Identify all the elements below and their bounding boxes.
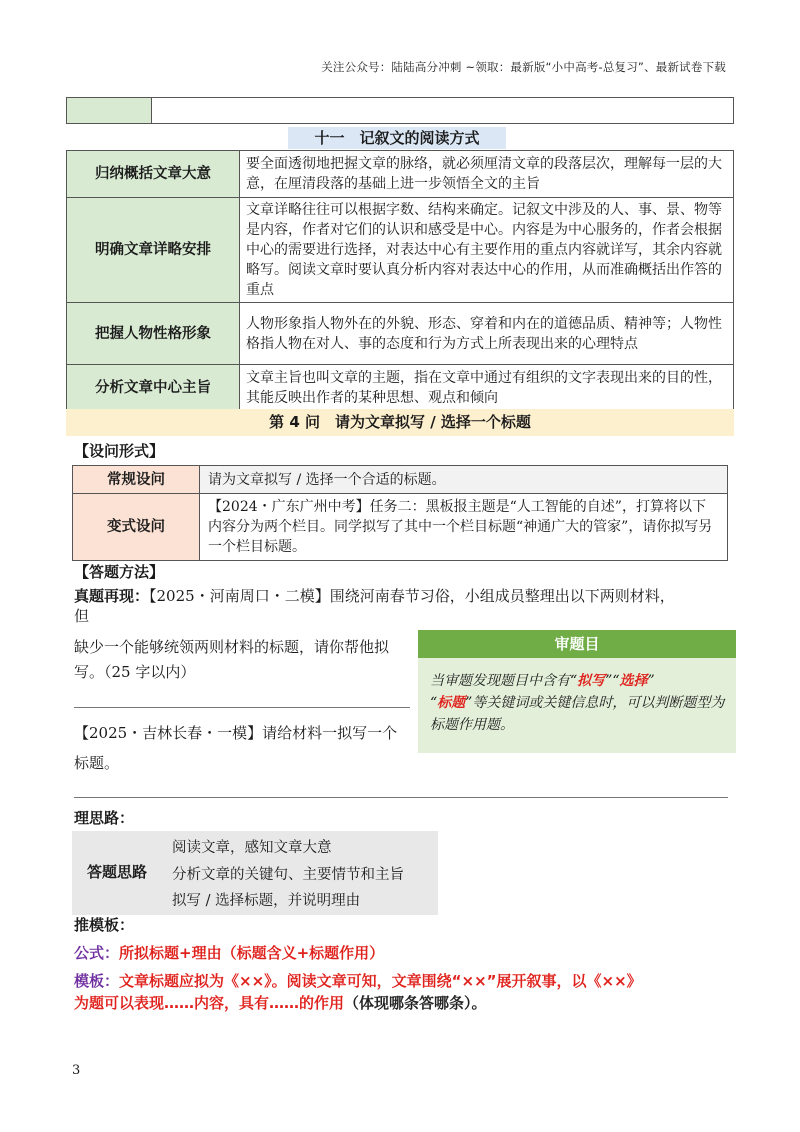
table-row: [67, 365, 734, 411]
question-forms-table: [72, 465, 728, 561]
empty-cell: [152, 98, 733, 123]
table-row: [67, 151, 734, 198]
step-item: 阅读文章，感知文章大意: [172, 840, 332, 856]
method-label: 【答题方法】: [74, 563, 165, 581]
model-line: [74, 970, 734, 991]
table-row: [67, 303, 734, 365]
model-label: 模板：: [74, 972, 120, 990]
formula-line: [74, 942, 384, 963]
keyword: 标题: [437, 695, 466, 711]
model-line-2: [74, 992, 487, 1013]
model-text: 为题可以表现……内容，具有……的作用: [74, 994, 345, 1012]
form-key: 变式设问: [73, 494, 200, 561]
page-header: 关注公众号：陆陆高分冲刺 ~领取：最新版“小中高考-总复习”、最新试卷下载: [321, 60, 726, 74]
think-label: 理思路：: [74, 809, 135, 827]
method-key: 归纳概括文章大意: [67, 151, 240, 198]
table-row: [67, 198, 734, 303]
real-text: 写。（25 字以内）: [74, 663, 196, 681]
form-label: 【设问形式】: [74, 442, 165, 460]
steps-label: 答题思路: [87, 863, 148, 881]
real-text: 标题。: [74, 754, 120, 772]
review-box: [418, 630, 736, 753]
empty-cell: [67, 98, 152, 123]
review-box-body: [418, 658, 736, 736]
review-box-title: 审题目: [418, 630, 736, 658]
real-label: 真题再现：: [74, 587, 150, 605]
keyword: 拟写: [577, 673, 606, 689]
real-text: 【2025・河南周口・二模】围绕河南春节习俗，小组成员整理出以下两则材料，: [149, 587, 675, 605]
review-text: ”等关键词或关键信息时，可以判断题型为标题作用题。: [430, 695, 725, 733]
method-key: 把握人物性格形象: [67, 303, 240, 365]
empty-table-row: [66, 97, 734, 124]
step-item: 拟写 / 选择标题，并说明理由: [172, 893, 361, 909]
answer-line: [74, 797, 728, 798]
real-question-line: [74, 585, 675, 607]
section-title: 十一 记叙文的阅读方式: [288, 127, 506, 149]
steps-box: [72, 831, 438, 915]
method-key: 分析文章中心主旨: [67, 365, 240, 411]
review-text: ”“: [605, 673, 620, 689]
step-item: 分析文章的关键句、主要情节和主旨: [172, 867, 404, 883]
real-text: 但: [74, 607, 90, 625]
method-value: 文章主旨也叫文章的主题，指在文章中通过有组织的文字表现出来的目的性，其能反映出作者的某种思想、观点和倾向: [240, 365, 734, 411]
reading-methods-table: [66, 150, 734, 411]
table-row: [73, 466, 728, 494]
review-text: ”: [647, 673, 655, 689]
answer-line: [74, 707, 410, 708]
review-text: “: [430, 695, 438, 711]
page-number: 3: [72, 1063, 81, 1078]
model-text: 文章标题应拟为《××》。阅读文章可知，文章围绕“××”展开叙事，以《××》: [119, 972, 642, 990]
method-value: 文章详略往往可以根据字数、结构来确定。记叙文中涉及的人、事、景、物等是内容，作者对它们的认识和感受是中心。内容是为中心服务的，作者会根据中心的需要进行选择，对表达中心有主要作用的重点内容就详写，其余内容就略写。阅读文章时要认真分析内容对表达中心的作用，从而准确概括出作答的重点: [240, 198, 734, 303]
model-note: （体现哪条答哪条）。: [344, 994, 487, 1012]
keyword: 选择: [619, 673, 648, 689]
real-text: 【2025・吉林长春・一模】请给材料一拟写一个: [74, 724, 398, 742]
method-key: 明确文章详略安排: [67, 198, 240, 303]
method-value: 人物形象指人物外在的外貌、形态、穿着和内在的道德品质、精神等；人物性格指人物在对人、事的态度和行为方式上所表现出来的心理特点: [240, 303, 734, 365]
method-value: 要全面透彻地把握文章的脉络，就必须厘清文章的段落层次，理解每一层的大意，在厘清段落的基础上进一步领悟全文的主旨: [240, 151, 734, 198]
table-row: [73, 494, 728, 561]
review-text: 当审题发现题目中含有“: [430, 673, 578, 689]
question-band: 第 4 问 请为文章拟写 / 选择一个标题: [66, 409, 734, 436]
formula-label: 公式：: [74, 944, 120, 962]
formula-text: 所拟标题+理由（标题含义+标题作用）: [119, 944, 385, 962]
form-value: 【2024・广东广州中考】任务二：黑板报主题是“人工智能的自述”，打算将以下内容分为两个栏目。同学拟写了其中一个栏目标题“神通广大的管家”，请你拟写另一个栏目标题。: [200, 494, 728, 561]
form-value: 请为文章拟写 / 选择一个合适的标题。: [200, 466, 728, 494]
template-label: 推模板：: [74, 916, 135, 934]
real-text: 缺少一个能够统领两则材料的标题，请你帮他拟: [74, 638, 390, 656]
form-key: 常规设问: [73, 466, 200, 494]
